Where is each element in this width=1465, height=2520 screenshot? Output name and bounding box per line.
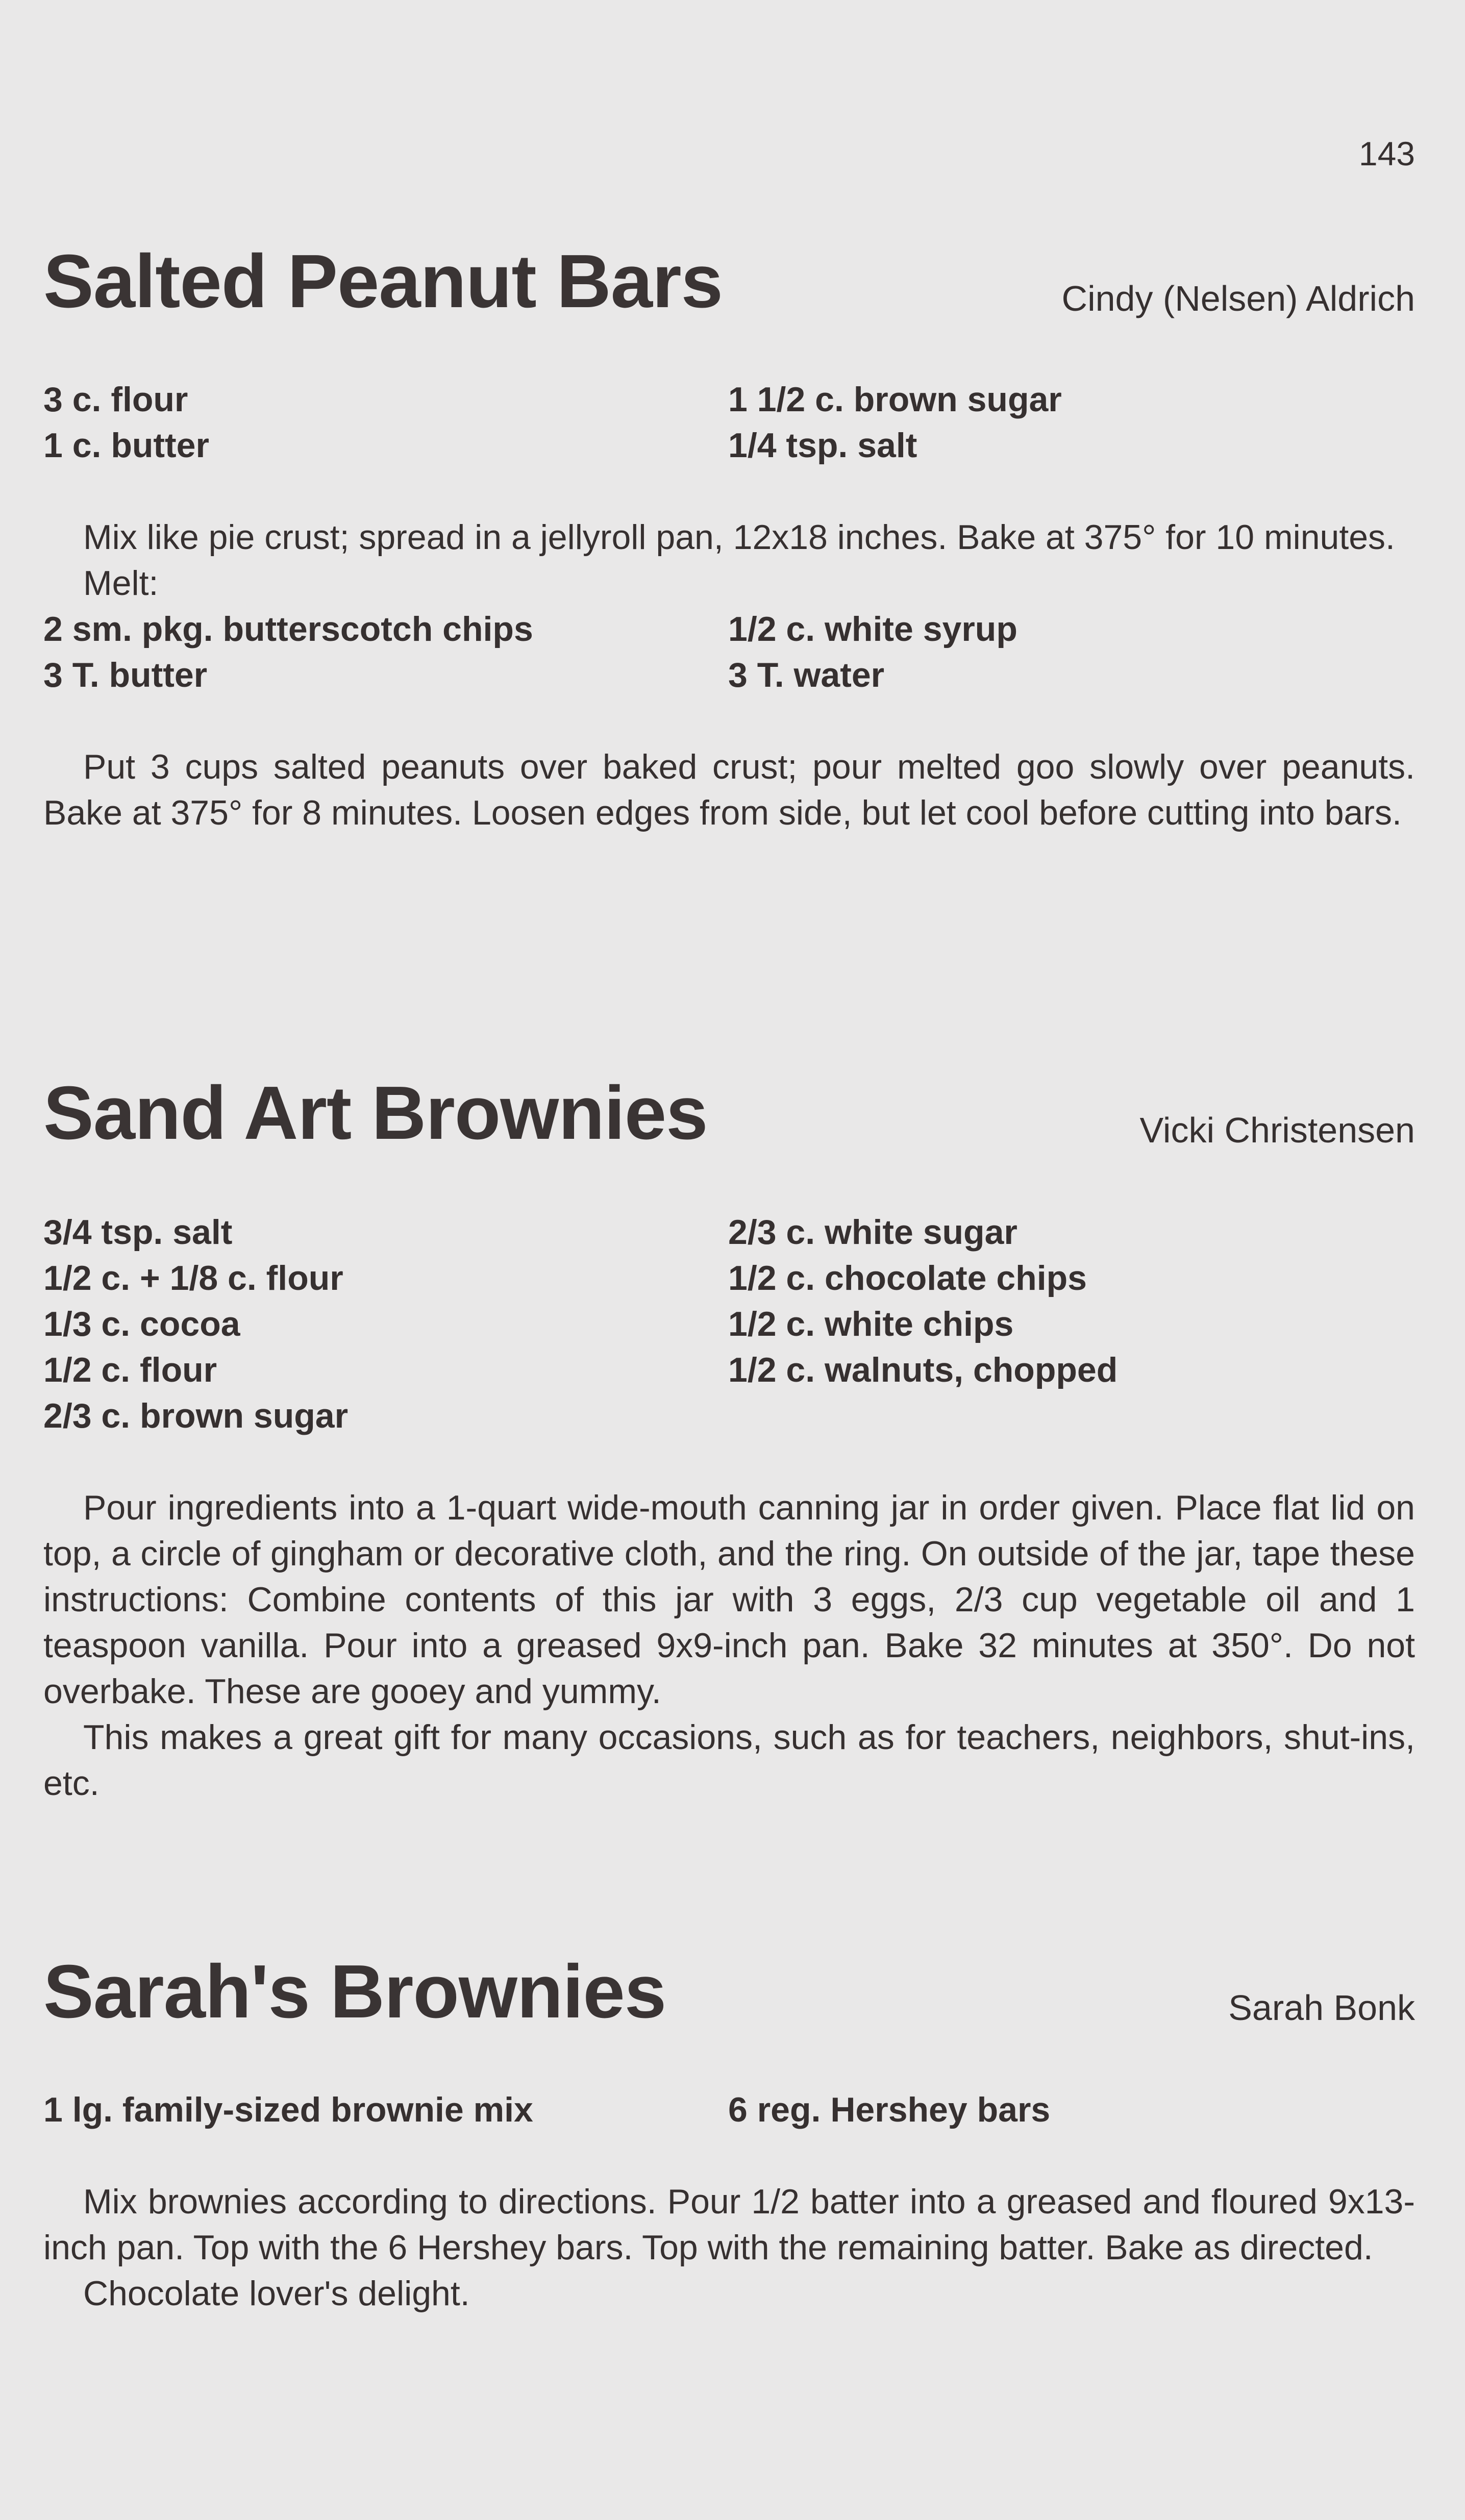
recipe-author: Sarah Bonk	[1228, 1988, 1415, 2028]
page-number: 143	[1358, 135, 1415, 172]
recipe-author: Cindy (Nelsen) Aldrich	[1061, 279, 1415, 318]
ingredient-list	[43, 606, 1415, 698]
ingredient-item: 1/2 c. white syrup	[728, 610, 1017, 648]
ingredient-item: 3 T. butter	[43, 656, 208, 694]
ingredient-list	[43, 1209, 1415, 1439]
ingredient-item: 1/4 tsp. salt	[728, 426, 917, 465]
ingredient-item: 1/3 c. cocoa	[43, 1305, 240, 1343]
ingredient-column-right	[728, 377, 1415, 468]
ingredient-column-left	[43, 1209, 728, 1439]
recipe-salted-peanut-bars	[43, 239, 1415, 836]
ingredient-column-right	[728, 1209, 1415, 1439]
directions-paragraph: Mix brownies according to directions. Pour 1/2 batter into a greased and floured 9x13-inch pan. Top with the 6 Hershey bars. Top with the remaining batter. Bake as directed.	[43, 2182, 1415, 2267]
ingredient-item: 3 c. flour	[43, 380, 188, 419]
directions-paragraph: Chocolate lover's delight.	[83, 2274, 470, 2313]
recipe-title: Sarah's Brownies	[43, 1950, 666, 2034]
ingredient-column-right	[728, 2087, 1415, 2133]
recipe-title: Salted Peanut Bars	[43, 239, 723, 323]
ingredient-item: 2/3 c. brown sugar	[43, 1396, 349, 1435]
directions-paragraph: Pour ingredients into a 1-quart wide-mouth canning jar in order given. Place flat lid on top, a circle of gingham or decorative cloth, and the ring. On outside of the jar, tape these instructions: Combine contents of this jar with 3 eggs, 2/3 cup vegetable oil and 1 teaspoon vanilla. Pour into a greased 9x9-inch pan. Bake 32 minutes at 350°. Do not overbake. These are gooey and yummy.	[43, 1488, 1415, 1711]
ingredient-item: 1/2 c. walnuts, chopped	[728, 1351, 1118, 1389]
ingredient-item: 2/3 c. white sugar	[728, 1213, 1017, 1252]
recipe-sarahs-brownies	[43, 1950, 1415, 2316]
ingredient-column-left	[43, 2087, 728, 2133]
ingredient-list	[43, 2087, 1415, 2133]
ingredient-item: 1/2 c. chocolate chips	[728, 1259, 1087, 1298]
ingredient-item: 3/4 tsp. salt	[43, 1213, 233, 1252]
recipe-header	[43, 239, 1415, 377]
ingredient-item: 1 c. butter	[43, 426, 209, 465]
ingredient-list	[43, 377, 1415, 468]
recipe-header	[43, 1071, 1415, 1209]
ingredient-item: 1 1/2 c. brown sugar	[728, 380, 1062, 419]
ingredient-item: 2 sm. pkg. butterscotch chips	[43, 610, 533, 648]
ingredient-item: 1/2 c. white chips	[728, 1305, 1014, 1343]
recipe-title: Sand Art Brownies	[43, 1071, 708, 1155]
recipe-header	[43, 1950, 1415, 2087]
melt-label: Melt:	[83, 564, 159, 603]
ingredient-column-left	[43, 606, 728, 698]
ingredient-item: 1/2 c. flour	[43, 1351, 217, 1389]
ingredient-item: 6 reg. Hershey bars	[728, 2090, 1051, 2129]
directions-paragraph: This makes a great gift for many occasions, such as for teachers, neighbors, shut-ins, etc.	[43, 1718, 1415, 1803]
directions-paragraph: Mix like pie crust; spread in a jellyroll pan, 12x18 inches. Bake at 375° for 10 minutes.	[83, 518, 1395, 557]
recipe-author: Vicki Christensen	[1139, 1110, 1415, 1150]
ingredient-column-right	[728, 606, 1415, 698]
ingredient-item: 3 T. water	[728, 656, 885, 694]
directions-paragraph: Put 3 cups salted peanuts over baked crust; pour melted goo slowly over peanuts. Bake at 375° for 8 minutes. Loosen edges from side, but let cool before cutting into bars.	[43, 747, 1415, 832]
ingredient-item: 1/2 c. + 1/8 c. flour	[43, 1259, 343, 1298]
recipe-sand-art-brownies	[43, 1071, 1415, 1806]
ingredient-column-left	[43, 377, 728, 468]
ingredient-item: 1 lg. family-sized brownie mix	[43, 2090, 533, 2129]
